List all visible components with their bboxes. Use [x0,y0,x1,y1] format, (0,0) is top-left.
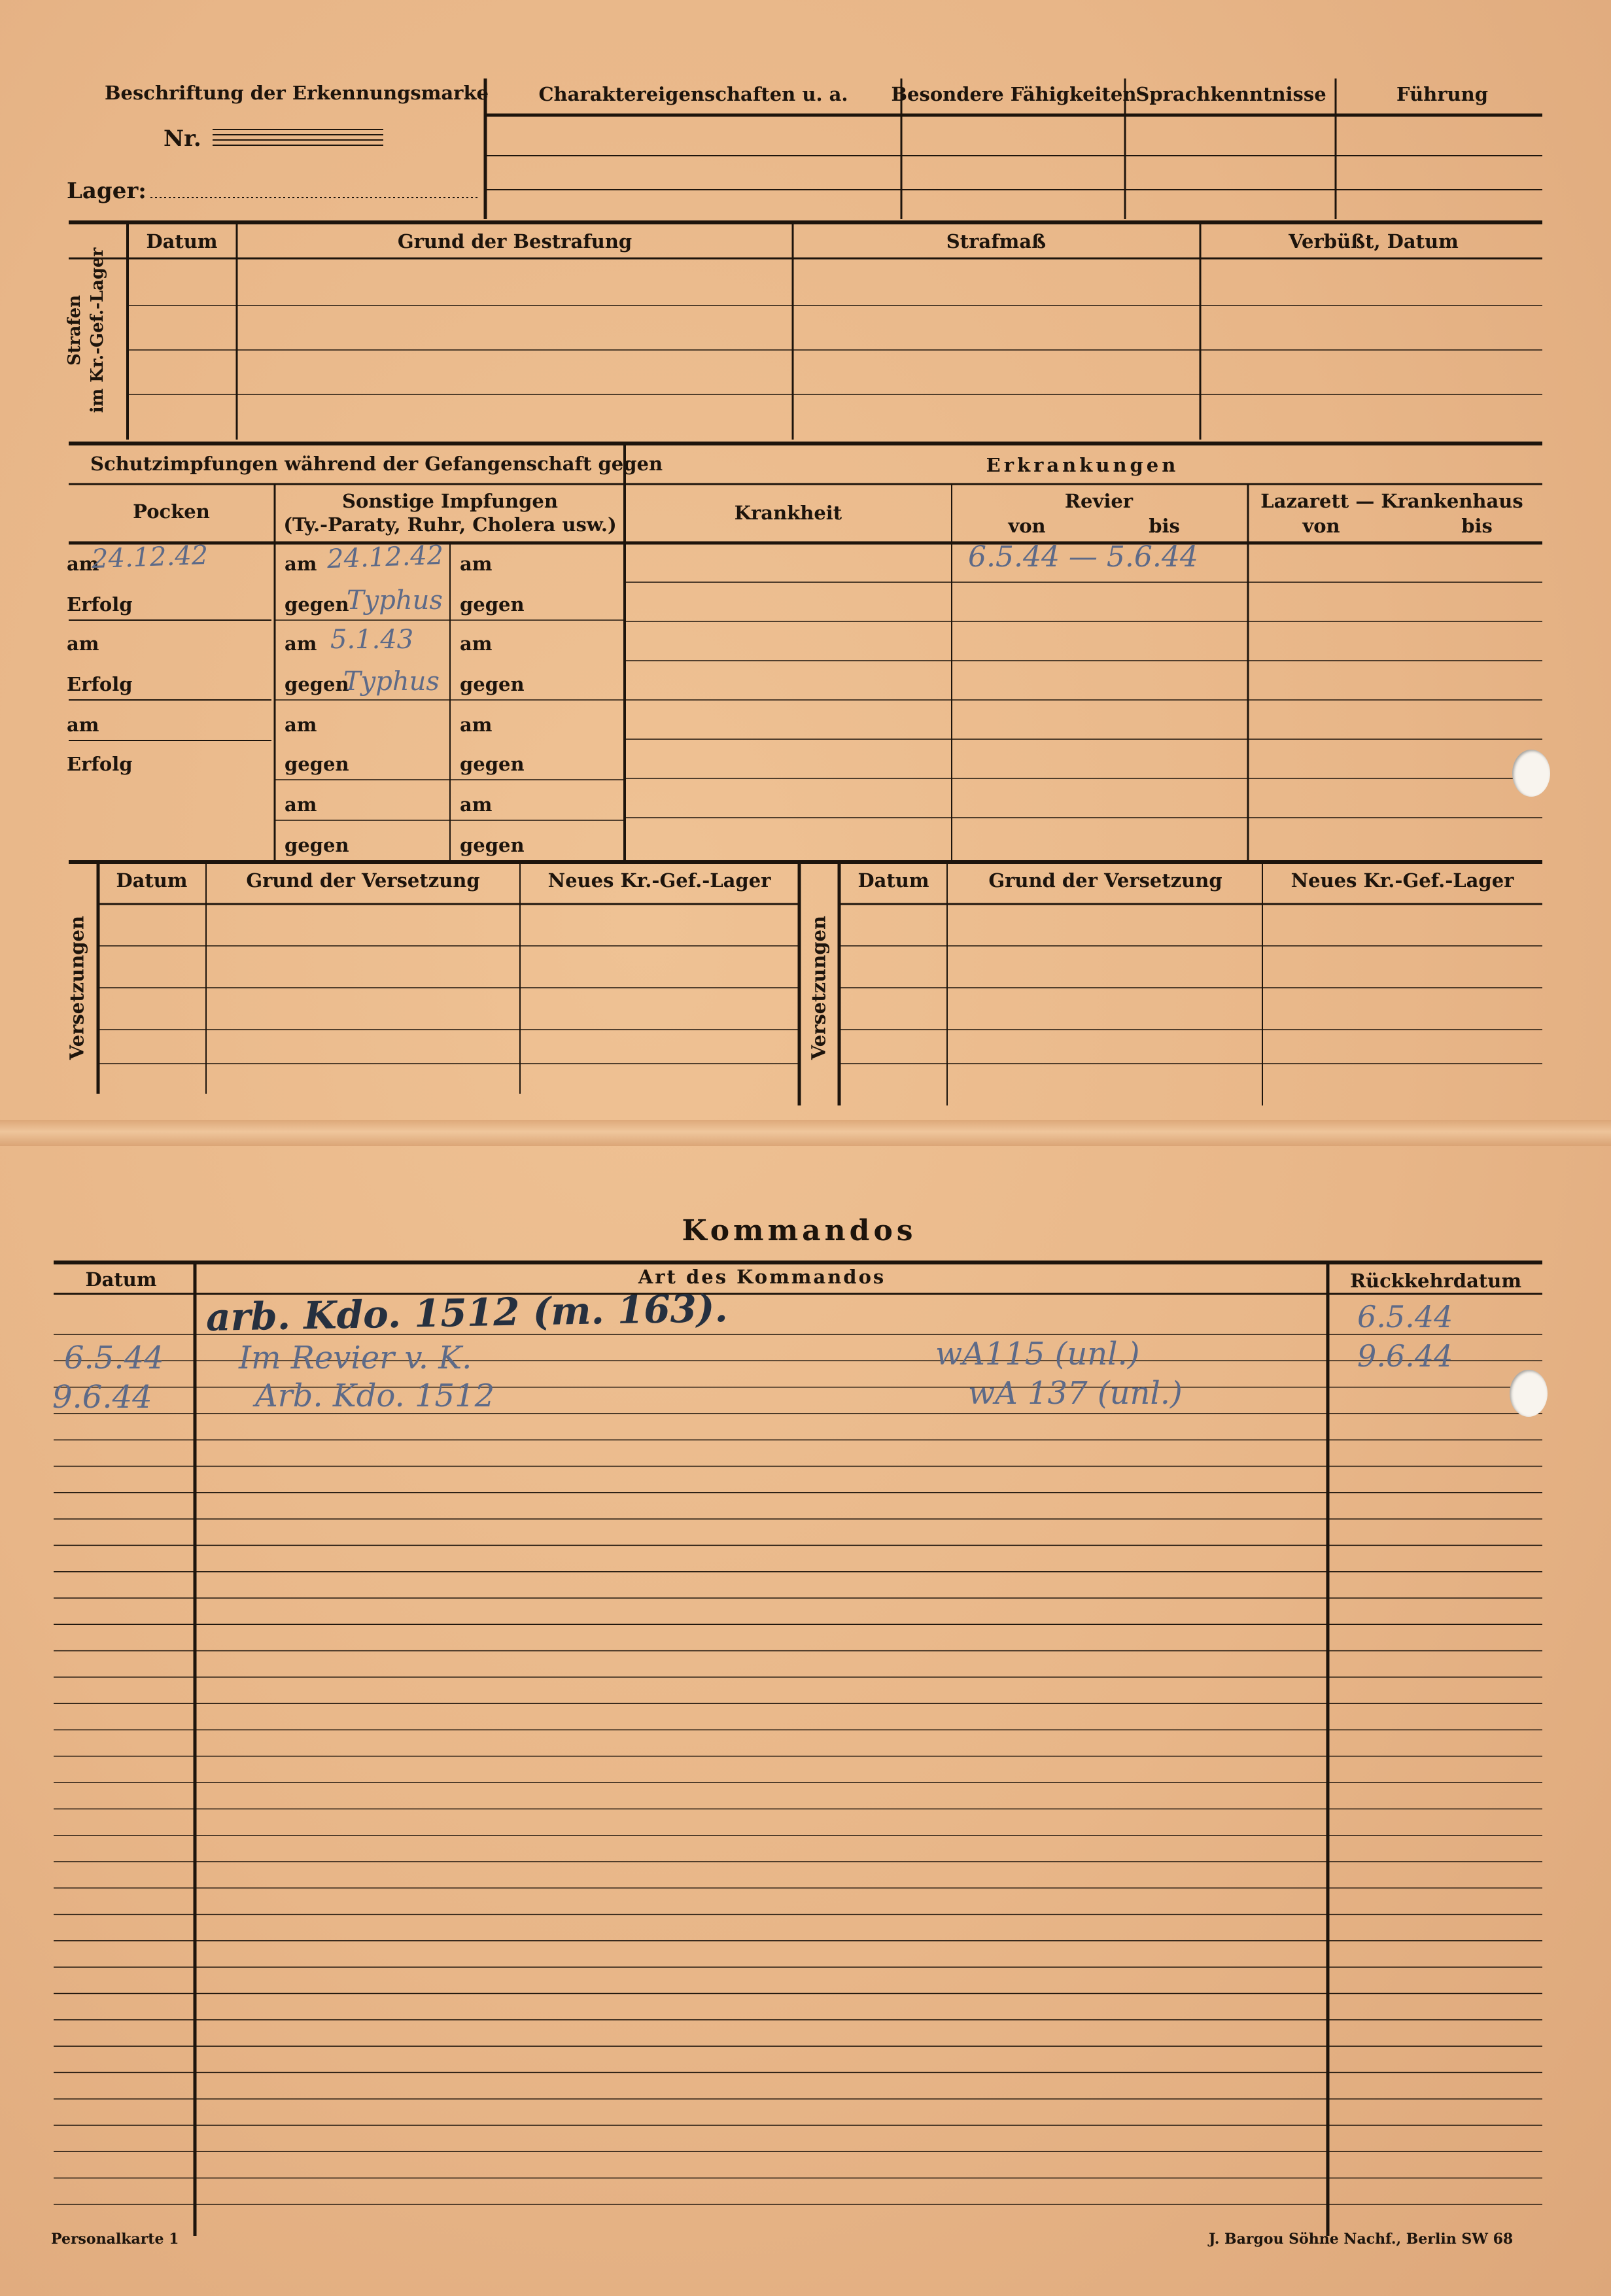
erkennungsmarke-label: Beschriftung der Erkennungsmarke [105,82,489,104]
kommandos-datum-header: Datum [85,1268,157,1291]
strafen-side-label [63,248,109,413]
sonst-gegen-3: gegen [285,753,349,775]
pocken-am-1: am [67,553,99,575]
nr-label: Nr. [164,126,201,152]
kommandos-art-header: Art des Kommandos [638,1266,886,1288]
sonstige-header: Sonstige Impfungen [342,490,558,512]
sonst-am-2: am [285,633,317,655]
strafen-side-line2: im Kr.-Gef.-Lager [88,247,107,413]
punch-hole-upper [1512,750,1550,797]
hw-kommando-note-1: wA115 (unl.) [935,1336,1140,1372]
hw-kommando-return-1: 6.5.44 [1357,1299,1453,1334]
sonst-am-3b: am [460,714,493,736]
kommandos-rueckkehr-header: Rückkehrdatum [1349,1270,1522,1292]
footer-left: Personalkarte 1 [51,2231,179,2248]
vers-datum-right: Datum [857,869,929,892]
sonst-am-3: am [285,714,317,736]
pocken-am-2: am [67,633,99,655]
hw-sonst-gegen-1: Typhus [347,585,443,616]
pocken-am-3: am [67,714,99,736]
fuehrung-header: Führung [1396,83,1488,105]
hw-kommando-row0: arb. Kdo. 1512 (m. 163). [205,1286,729,1340]
hw-kommando-note-2: wA 137 (unl.) [968,1375,1183,1412]
hw-kommando-art-2: Arb. Kdo. 1512 [255,1378,495,1414]
lazarett-header: Lazarett — Krankenhaus [1260,490,1523,512]
sonst-gegen-1: gegen [285,593,349,616]
sonst-gegen-1b: gegen [460,593,525,616]
vers-datum-left: Datum [116,869,188,892]
hw-kommando-art-1: Im Revier v. K. [239,1340,472,1376]
sonst-am-1b: am [460,553,493,575]
sonst-am-1: am [285,553,317,575]
hw-sonst-am-2: 5.1.43 [330,625,414,655]
hw-kommando-date-1: 6.5.44 [64,1340,164,1376]
sonst-am-4: am [285,793,317,816]
sonst-gegen-3b: gegen [460,753,525,775]
revier-header: Revier [1064,490,1134,512]
faehigkeiten-header: Besondere Fähigkeiten [891,83,1137,105]
strafen-datum-header: Datum [146,230,218,252]
charakter-header: Charaktereigenschaften u. a. [538,83,848,105]
sonst-gegen-4: gegen [285,834,349,856]
strafen-grund-header: Grund der Bestrafung [397,230,632,252]
impfungen-header: Schutzimpfungen während der Gefangenschaft gegen [90,453,663,475]
versetzungen-side-right: Versetzungen [807,915,830,1060]
strafen-side-line1: Strafen [64,295,84,366]
sonstige-subheader: (Ty.-Paraty, Ruhr, Cholera usw.) [283,513,617,536]
sonst-am-4b: am [460,793,493,816]
pocken-header: Pocken [133,500,210,523]
verbuesst-header: Verbüßt, Datum [1289,230,1459,252]
vers-grund-right: Grund der Versetzung [988,869,1222,892]
lazarett-von: von [1302,515,1340,537]
hw-revier: 6.5.44 — 5.6.44 [968,540,1198,574]
strafmass-header: Strafmaß [946,230,1047,252]
sonst-gegen-2: gegen [285,673,349,695]
footer-right: J. Bargou Söhne Nachf., Berlin SW 68 [1209,2231,1514,2248]
revier-bis: bis [1149,515,1180,537]
kommandos-title: Kommandos [682,1214,917,1247]
vers-neues-right: Neues Kr.-Gef.-Lager [1291,869,1514,892]
krankheit-header: Krankheit [734,502,842,524]
punch-hole-lower [1510,1370,1548,1417]
versetzungen-side-left: Versetzungen [65,915,88,1060]
pocken-erfolg-2: Erfolg [67,673,133,695]
hw-kommando-date-2: 9.6.44 [52,1379,152,1416]
hw-pocken-am: 24.12.42 [91,540,209,575]
sonst-gegen-4b: gegen [460,834,525,856]
pocken-erfolg-3: Erfolg [67,753,133,775]
vers-neues-left: Neues Kr.-Gef.-Lager [547,869,771,892]
lager-label: Lager: [67,178,147,204]
lazarett-bis: bis [1461,515,1493,537]
pocken-erfolg-1: Erfolg [67,593,133,616]
revier-von: von [1008,515,1046,537]
sonst-gegen-2b: gegen [460,673,525,695]
vers-grund-left: Grund der Versetzung [246,869,480,892]
erkrankungen-header: Erkrankungen [986,454,1179,476]
hw-sonst-gegen-2: Typhus [343,667,440,697]
sprachen-header: Sprachkenntnisse [1135,83,1326,105]
sonst-am-2b: am [460,633,493,655]
hw-sonst-am-1: 24.12.42 [326,540,444,575]
hw-kommando-return-2: 9.6.44 [1357,1338,1453,1374]
